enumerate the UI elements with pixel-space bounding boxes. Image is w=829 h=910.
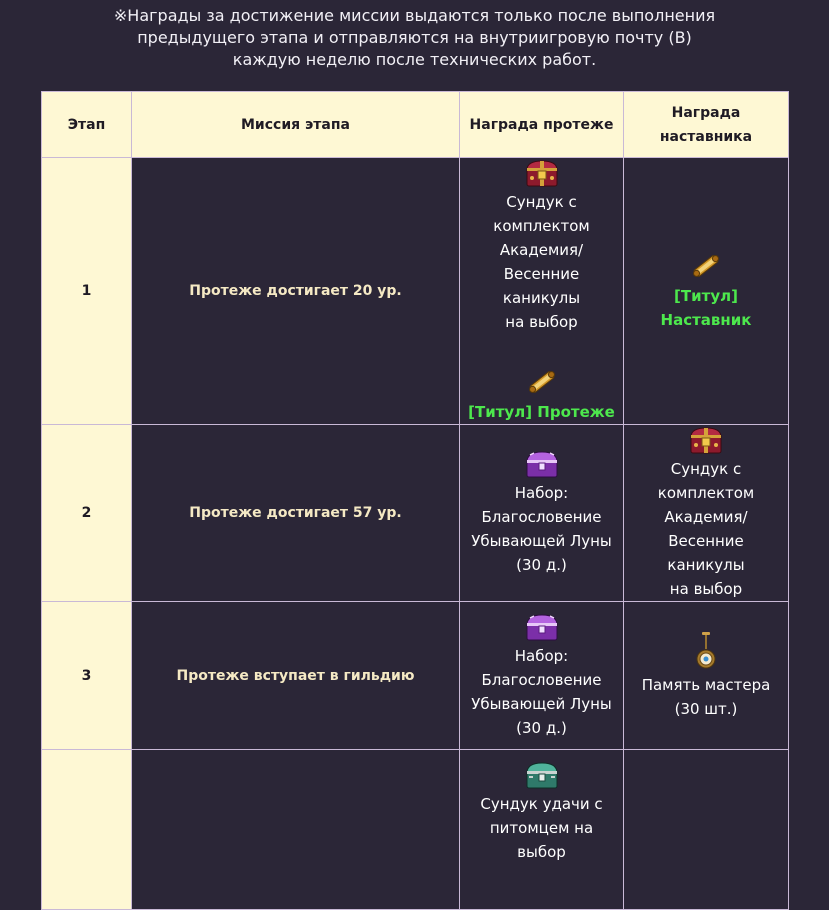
mentor-reward-cell [624,158,789,425]
purple-chest-icon [524,449,560,479]
notice-line: каждую неделю после технических работ. [232,50,597,69]
mentor-reward-cell [624,750,789,910]
header-mission: Миссия этапа [132,92,460,158]
reward-line: на выбор [669,580,743,598]
protege-reward-cell [460,602,624,750]
mission-cell: Протеже достигает 57 ур. [132,425,460,602]
reward-line: Благословение [481,508,602,526]
notice-text [0,5,829,71]
reward-line: на выбор [505,313,578,331]
reward-line: питомцем на [489,819,594,837]
reward-line: Благословение [481,670,602,689]
master-memory-icon [694,631,718,671]
reward-line: Сундук удачи с [480,795,603,813]
stage-cell: 2 [42,425,132,602]
reward-line: (30 шт.) [674,699,738,718]
reward-line: комплектом [657,484,755,502]
reward-line: Память мастера [641,675,771,694]
reward-line: Весенние каникулы [667,532,745,574]
missions-table [41,91,789,910]
reward-line: Сундук с [670,460,742,478]
table-row [42,750,789,910]
mission-cell: Протеже вступает в гильдию [132,602,460,750]
reward-line: Убывающей Луны [471,694,612,713]
stage-cell [42,750,132,910]
reward-line: Убывающей Луны [471,532,612,550]
table-row [42,158,789,425]
protege-reward-cell [460,158,624,425]
mentor-reward-cell [624,602,789,750]
table-row [42,425,789,602]
reward-line: Набор: [514,484,569,502]
header-protege-reward: Награда протеже [460,92,624,158]
stage-cell: 1 [42,158,132,425]
title-scroll-icon [526,366,558,398]
reward-line: (30 д.) [516,718,567,737]
purple-chest-icon [524,612,560,642]
header-mentor-reward [624,92,789,158]
header-mentor-line: Награда [671,104,741,121]
protege-reward-cell [460,425,624,602]
reward-line: выбор [517,843,566,861]
notice-line: ※Награды за достижение миссии выдаются только после выполнения [113,6,716,25]
header-mentor-line: наставника [659,128,753,145]
reward-line: Набор: [514,646,569,665]
notice-line: предыдущего этапа и отправляются на внутриигровую почту (B) [137,28,692,47]
header-stage: Этап [42,92,132,158]
protege-reward-cell [460,750,624,910]
reward-line: (30 д.) [516,556,567,574]
reward-line: Академия/ [499,241,584,259]
reward-line: комплектом [493,217,590,235]
table-row [42,602,789,750]
stage-cell: 3 [42,602,132,750]
mentor-title-label: [Титул] Наставник [660,287,752,329]
mission-cell: Протеже достигает 20 ур. [132,158,460,425]
header-row [42,92,789,158]
red-chest-icon [524,158,560,188]
reward-line: Сундук с [506,193,577,211]
mentor-reward-cell [624,425,789,602]
mission-cell [132,750,460,910]
reward-line: Академия/ [664,508,748,526]
red-chest-icon [688,425,724,455]
title-scroll-icon [690,250,722,282]
reward-line: Весенние каникулы [502,265,581,307]
green-chest-icon [524,760,560,790]
protege-title-label: [Титул] Протеже [468,403,615,421]
